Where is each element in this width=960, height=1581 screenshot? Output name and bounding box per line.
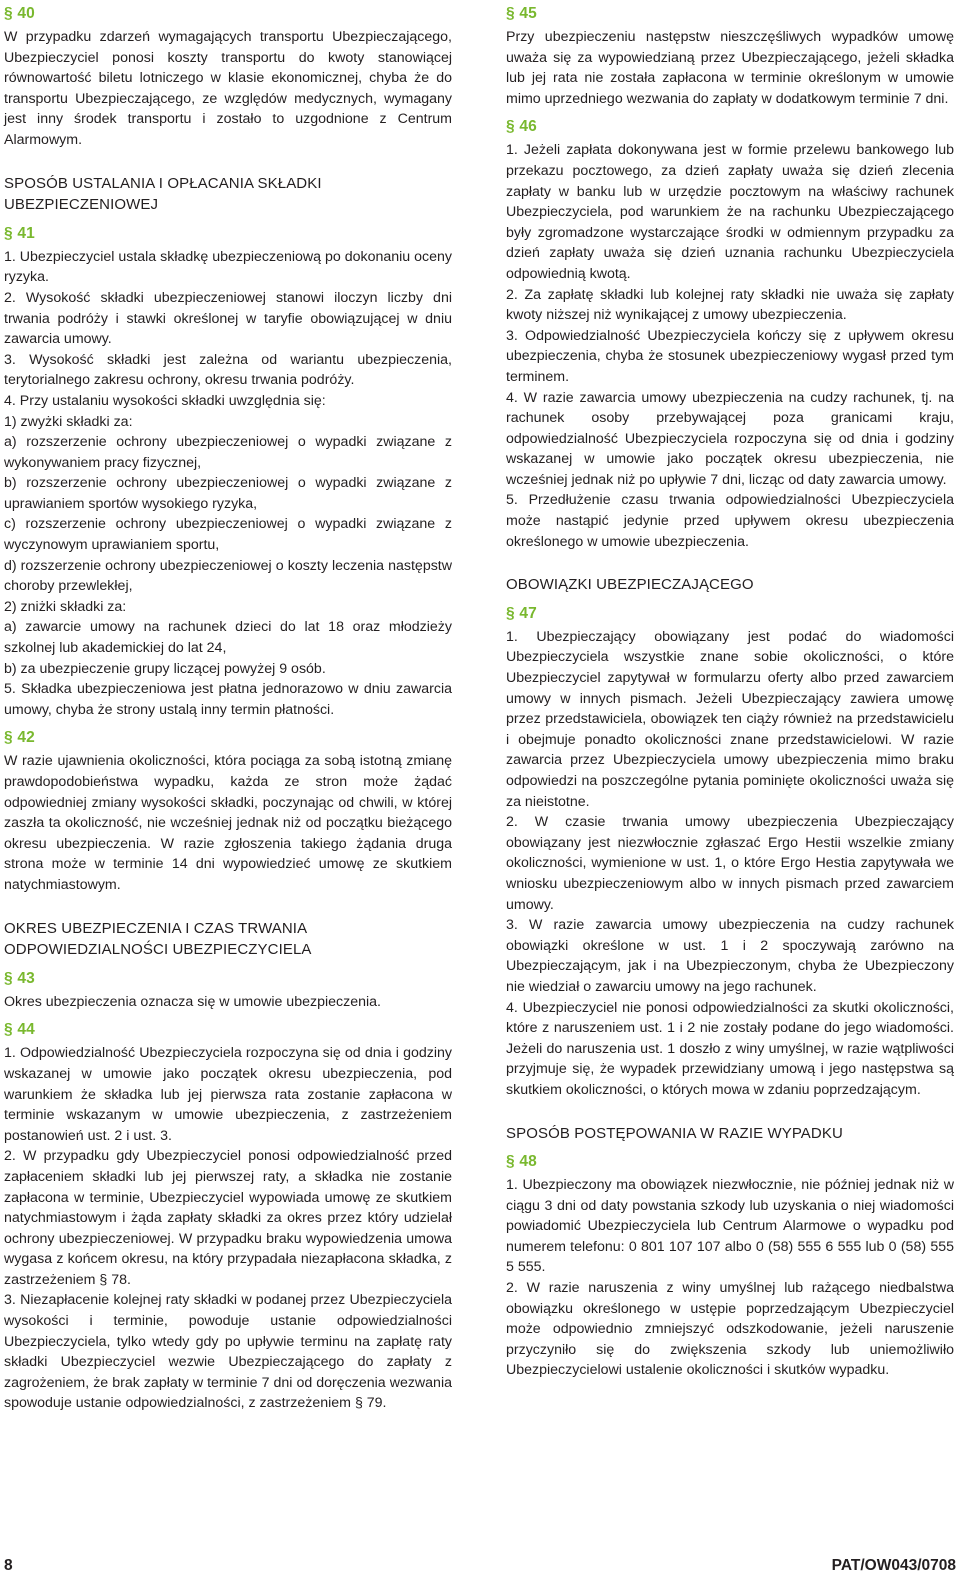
right-column	[506, 0, 954, 1381]
section-47-p1: 1. Ubezpieczający obowiązany jest podać do wiadomości Ubezpieczyciela wszystkie znane sobie okoliczności, o które Ubezpieczyciel zapytywał w formularzu oferty albo przed zawarciem umowy w innych pismach. Jeżeli Ubezpieczający zawiera umowę przez przedstawiciela, obowiązek ten ciąży również na przedstawicielu i obejmuje ponadto okoliczności znane przedstawicielowi. W razie zawarcia przez Ubezpieczyciela umowy ubezpieczenia mimo braku odpowiedzi na poszczególne pytania pominięte okoliczności uważa się za nieistotne.	[506, 628, 954, 810]
section-47-p4: 4. Ubezpieczyciel nie ponosi odpowiedzialności za skutki okoliczności, które z naruszeniem ust. 1 i 2 nie zostały podane do jego wiadomości. Jeżeli do naruszenia ust. 1 doszło z winy umyślnej, w razie wątpliwości przyjmuje się, że wypadek przewidziany umową i jego następstwa są skutkiem okoliczności, o których mowa w zdaniu poprzedzającym.	[506, 999, 954, 1098]
section-48-p1: 1. Ubezpieczony ma obowiązek niezwłocznie, nie później jednak niż w ciągu 3 dni od daty powstania szkody lub uzyskania o niej wiadomości powiadomić Ubezpieczyciela lub Centrum Alarmowe o wypadku pod numerem telefonu: 0 801 107 107 albo 0 (58) 555 6 555 lub 0 (58) 555 5 555.	[506, 1177, 954, 1276]
section-45-text: Przy ubezpieczeniu następstw nieszczęśliwych wypadków umowę uważa się za wypowiedzianą przez Ubezpieczającego, jeżeli składka lub jej rata nie została zapłacona w terminie określonym w umowie mimo uprzedniego wezwania do zapłaty w dodatkowym terminie 7 dni.	[506, 29, 954, 107]
section-41-p4-2: 2) zniżki składki za:	[4, 598, 127, 615]
section-48: § 48	[506, 1153, 537, 1171]
section-44-p3: 3. Niezapłacenie kolejnej raty składki w podanej przez Ubezpieczyciela wysokości i terminie, powoduje ustanie odpowiedzialności Ubezpieczyciela, tylko wtedy gdy po upływie terminu na zapłatę raty składki Ubezpieczyciel wezwie Ubezpieczającego do zapłaty z zagrożeniem, że brak zapłaty w terminie 7 dni od doręczenia wezwania spowoduje ustanie odpowiedzialności, z zastrzeżeniem § 79.	[4, 1292, 452, 1412]
heading-okres: OKRES UBEZPIECZENIA I CZAS TRWANIA ODPOWIEDZIALNOŚCI UBEZPIECZYCIELA	[4, 919, 312, 959]
section-41-p2: 2. Wysokość składki ubezpieczeniowej stanowi iloczyn liczby dni trwania podróży i stawki określonej w taryfie obowiązującej w dniu zawarcia umowy.	[4, 289, 452, 348]
section-46-p3: 3. Odpowiedzialność Ubezpieczyciela kończy się z upływem okresu ubezpieczenia, chyba że stosunek ubezpieczeniowy wygasł przed tym terminem.	[506, 327, 954, 385]
section-44: § 44	[4, 1021, 35, 1039]
section-41-p3: 3. Wysokość składki jest zależna od wariantu ubezpieczenia, terytorialnego zakresu ochrony, okresu trwania podróży.	[4, 351, 452, 389]
section-48-p2: 2. W razie naruszenia z winy umyślnej lub rażącego niedbalstwa obowiązku określonego w ustępie poprzedzającym Ubezpieczyciel może odpowiednio zmniejszyć odszkodowanie, jeżeli naruszenie przyczyniło się do zwiększenia szkody lub uniemożliwiło Ubezpieczycielowi ustalenie okoliczności i skutków wypadku.	[506, 1280, 954, 1379]
section-44-p2: 2. W przypadku gdy Ubezpieczyciel ponosi odpowiedzialność przed zapłaceniem składki lub jej pierwszej raty, a składka nie zostanie zapłacona w terminie, Ubezpieczyciel wypowiada umowę ze skutkiem natychmiastowym i żąda zapłaty składki za okres przez który udzielał ochrony ubezpieczeniowej. W przypadku braku wypowiedzenia umowa wygasa z końcem okresu, na który przypadała niezapłacona składka, z zastrzeżeniem § 78.	[4, 1148, 452, 1288]
section-41-p4-2a: a) zawarcie umowy na rachunek dzieci do lat 18 oraz młodzieży szkolnej lub akademickiej do lat 24,	[4, 619, 452, 657]
section-46-p1: 1. Jeżeli zapłata dokonywana jest w formie przelewu bankowego lub przekazu pocztowego, za dzień zapłaty uważa się dzień zlecenia zapłaty w banku lub w urzędzie pocztowym na właściwy rachunek Ubezpieczyciela, pod warunkiem że na rachunku Ubezpieczającego były zgromadzone wystarczające środki w odmiennym przypadku za dzień zapłaty uważa się dzień uznania rachunku Ubezpieczyciela odpowiednią kwotą.	[506, 142, 954, 282]
section-43: § 43	[4, 969, 35, 987]
section-42: § 42	[4, 729, 35, 747]
section-41-p4-1c: c) rozszerzenie ochrony ubezpieczeniowej o wypadki związane z wyczynowym uprawianiem sportu,	[4, 516, 452, 554]
heading-obowiazki: OBOWIĄZKI UBEZPIECZAJĄCEGO	[506, 576, 754, 594]
page-number: 8	[4, 1557, 13, 1574]
section-40: § 40	[4, 5, 35, 22]
section-47-p3: 3. W razie zawarcia umowy ubezpieczenia na cudzy rachunek obowiązki określone w ust. 1 i 2 spoczywają zarówno na Ubezpieczającym, jak i na Ubezpieczonym, chyba że Ubezpieczony nie wiedział o zawarciu umowy na jego rachunek.	[506, 917, 954, 995]
section-47-p2: 2. W czasie trwania umowy ubezpieczenia Ubezpieczający obowiązany jest niezwłocznie zgłaszać Ergo Hestii wszelkie zmiany okoliczności, wymienione w ust. 1, o które Ergo Hestia zapytywała we wniosku ubezpieczeniowym albo w innych pismach przed zawarciem umowy.	[506, 814, 954, 913]
section-46-p2: 2. Za zapłatę składki lub kolejnej raty składki nie uważa się zapłaty kwoty niższej niż wynikającej z umowy ubezpieczenia.	[506, 286, 954, 324]
section-41-p4-1a: a) rozszerzenie ochrony ubezpieczeniowej o wypadki związane z wykonywaniem pracy fizycznej,	[4, 434, 452, 471]
section-41-p4-1d: d) rozszerzenie ochrony ubezpieczeniowej o koszty leczenia następstw choroby przewlekłej,	[4, 557, 452, 595]
section-46-p4: 4. W razie zawarcia umowy ubezpieczenia na cudzy rachunek, tj. na rachunek osoby przebywającej poza granicami kraju, odpowiedzialność Ubezpieczyciela rozpoczyna się od dnia i godziny wskazanej w umowie jako początek okresu ubezpieczenia, nie wcześniej jednak niż po upływie 7 dni, licząc od daty zawarcia umowy.	[506, 389, 954, 488]
section-41-p5: 5. Składka ubezpieczeniowa jest płatna jednorazowo w dniu zawarcia umowy, chyba że strony ustalą inny termin płatności.	[4, 681, 452, 718]
section-41-p4-1: 1) zwyżki składki za:	[4, 413, 133, 430]
section-47: § 47	[506, 604, 537, 622]
section-41-p4-2b: b) za ubezpieczenie grupy liczącej powyżej 9 osób.	[4, 660, 326, 677]
left-column	[4, 0, 452, 1414]
section-41: § 41	[4, 224, 35, 242]
section-46-p5: 5. Przedłużenie czasu trwania odpowiedzialności Ubezpieczyciela może nastąpić jedynie przed upływem okresu ubezpieczenia określonego w umowie ubezpieczenia.	[506, 492, 954, 550]
section-43-text: Okres ubezpieczenia oznacza się w umowie ubezpieczenia.	[4, 993, 381, 1010]
section-41-p1: 1. Ubezpieczyciel ustala składkę ubezpieczeniową po dokonaniu oceny ryzyka.	[4, 248, 452, 286]
section-44-p1: 1. Odpowiedzialność Ubezpieczyciela rozpoczyna się od dnia i godziny wskazanej w umowie jako początek okresu ubezpieczenia, pod warunkiem że składka lub jej pierwsza rata zostanie zapłacona w terminie wskazanym w umowie ubezpieczenia, z zastrzeżeniem postanowień ust. 2 i ust. 3.	[4, 1045, 452, 1144]
heading-postepowanie: SPOSÓB POSTĘPOWANIA W RAZIE WYPADKU	[506, 1124, 843, 1142]
section-42-text: W razie ujawnienia okoliczności, która pociąga za sobą istotną zmianę prawdopodobieństwa wypadku, każda ze stron może żądać odpowiedniej zmiany wysokości składki, poczynając od chwili, w której zaszła ta okoliczność, nie wcześniej jednak niż od początku bieżącego okresu ubezpieczenia. W razie zgłoszenia takiego żądania druga strona może w terminie 14 dni wypowiedzieć umowę ze skutkiem natychmiastowym.	[4, 753, 452, 893]
section-41-p4-1b: b) rozszerzenie ochrony ubezpieczeniowej o wypadki związane z uprawianiem sportów wysokiego ryzyka,	[4, 475, 452, 512]
document-code: PAT/OW043/0708	[831, 1557, 956, 1574]
section-45: § 45	[506, 5, 537, 22]
heading-skladka: SPOSÓB USTALANIA I OPŁACANIA SKŁADKI UBEZPIECZENIOWEJ	[4, 174, 322, 214]
section-41-p4: 4. Przy ustalaniu wysokości składki uwzględnia się:	[4, 392, 326, 409]
section-46: § 46	[506, 118, 537, 136]
section-40-text: W przypadku zdarzeń wymagających transportu Ubezpieczającego, Ubezpieczyciel ponosi koszty transportu do kwoty stanowiącej równowartość biletu lotniczego w klasie ekonomicznej, chyba że do transportu Ubezpieczającego, ze względów medycznych, wymagany jest inny środek transportu i zostało to uzgodnione z Centrum Alarmowym.	[4, 29, 452, 148]
